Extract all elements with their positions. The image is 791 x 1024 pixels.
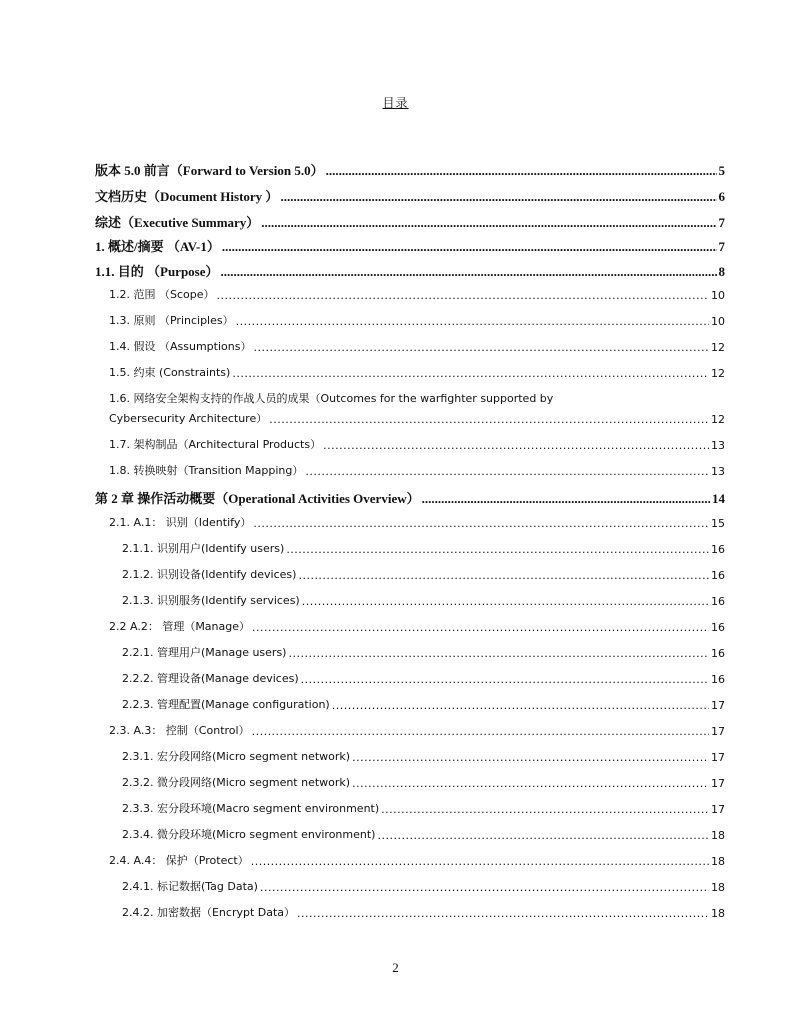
toc-entry-page: 17 (711, 803, 725, 816)
toc-entry-page: 6 (718, 189, 725, 204)
toc-entry[interactable] (109, 364, 725, 380)
toc-entry-page: 16 (711, 647, 725, 660)
toc-entry-title: 2.1. A.1： 识别（Identify） (109, 516, 252, 529)
toc-entry-page: 13 (711, 439, 725, 452)
toc-entry-title-continued: Cybersecurity Architecture） (109, 412, 268, 425)
toc-leader-dots (286, 543, 709, 556)
toc-entry[interactable] (109, 312, 725, 328)
toc-entry-page: 5 (718, 163, 725, 178)
toc-entry[interactable] (109, 722, 725, 738)
toc-leader-dots (422, 491, 710, 507)
toc-leader-dots (221, 264, 717, 280)
toc-entry[interactable] (122, 774, 725, 790)
toc-entry[interactable] (95, 186, 725, 205)
toc-entry[interactable] (122, 696, 725, 712)
toc-entry-title: 2.2.1. 管理用户(Manage users) (122, 646, 287, 659)
toc-leader-dots (269, 413, 709, 426)
toc-entry-page: 16 (711, 569, 725, 582)
toc-entry-title: 1.8. 转换映射（Transition Mapping） (109, 464, 304, 477)
toc-leader-dots (326, 163, 717, 179)
toc-leader-dots (232, 367, 709, 380)
toc-entry-page: 18 (711, 829, 725, 842)
toc-leader-dots (252, 621, 709, 634)
toc-leader-dots (301, 673, 709, 686)
toc-entry[interactable] (122, 904, 725, 920)
toc-leader-dots (381, 803, 709, 816)
toc-entry-page: 10 (711, 315, 725, 328)
toc-entry-title: 2.1.2. 识别设备(Identify devices) (122, 568, 297, 581)
toc-entry-page: 17 (711, 777, 725, 790)
toc-entry[interactable] (122, 644, 725, 660)
toc-entry-title: 1.5. 约束 (Constraints) (109, 366, 231, 379)
toc-entry-page: 16 (711, 621, 725, 634)
toc-leader-dots (288, 647, 709, 660)
toc-entry-title: 2.1.3. 识别服务(Identify services) (122, 594, 300, 607)
toc-leader-dots (236, 315, 709, 328)
toc-leader-dots (305, 465, 709, 478)
toc-entry-page: 7 (718, 239, 725, 254)
toc-entry[interactable] (109, 514, 725, 530)
toc-entry-title: 2.3.1. 宏分段网络(Micro segment network) (122, 750, 351, 763)
toc-leader-dots (298, 569, 709, 582)
toc-entry-page: 18 (711, 881, 725, 894)
toc-leader-dots (352, 777, 709, 790)
toc-leader-dots (323, 439, 709, 452)
toc-entry[interactable] (122, 800, 725, 816)
toc-entry-title: 2.4.1. 标记数据(Tag Data) (122, 880, 258, 893)
toc-leader-dots (222, 239, 717, 255)
toc-entry[interactable] (95, 488, 725, 507)
toc-leader-dots (377, 829, 709, 842)
toc-entry-page: 7 (718, 215, 725, 230)
toc-entry[interactable] (122, 748, 725, 764)
toc-entry-page: 10 (711, 289, 725, 302)
toc-entry-page: 16 (711, 543, 725, 556)
toc-entry[interactable] (109, 852, 725, 868)
toc-entry-page: 14 (712, 491, 725, 506)
toc-entry-title: 2.3.4. 微分段环境(Micro segment environment) (122, 828, 376, 841)
toc-entry-page: 12 (711, 367, 725, 380)
toc-leader-dots (260, 881, 709, 894)
toc-entry-title: 2.3.2. 微分段网络(Micro segment network) (122, 776, 351, 789)
page-number: 2 (392, 960, 399, 975)
toc-entry-title: 2.4.2. 加密数据（Encrypt Data） (122, 906, 296, 919)
toc-entry-page: 17 (711, 751, 725, 764)
toc-entry-title: 第 2 章 操作活动概要（Operational Activities Overview） (95, 491, 420, 506)
toc-entry[interactable] (109, 618, 725, 634)
toc-entry-title: 2.4. A.4： 保护（Protect） (109, 854, 249, 867)
toc-entry-title: 1.4. 假设 （Assumptions） (109, 340, 252, 353)
toc-entry-title[interactable]: 1.6. 网络安全架构支持的作战人员的成果（Outcomes for the warfighter supported by (109, 392, 554, 405)
toc-entry[interactable] (122, 540, 725, 556)
toc-entry[interactable] (95, 261, 725, 280)
toc-entry-title: 1.2. 范围 （Scope） (109, 288, 215, 301)
toc-entry-title: 1. 概述/摘要 （AV-1） (95, 239, 220, 254)
toc-entry-page: 15 (711, 517, 725, 530)
toc-entry-page: 12 (711, 413, 725, 426)
toc-leader-dots (352, 751, 709, 764)
toc-entry-page: 17 (711, 725, 725, 738)
toc-entry-title: 1.7. 架构制品（Architectural Products） (109, 438, 322, 451)
toc-leader-dots (252, 725, 709, 738)
toc-entry[interactable] (95, 160, 725, 179)
toc-leader-dots (251, 855, 709, 868)
toc-entry-page: 16 (711, 673, 725, 686)
toc-leader-dots (261, 215, 716, 231)
toc-leader-dots (253, 341, 709, 354)
toc-entry[interactable] (122, 592, 725, 608)
toc-entry-title: 2.3. A.3： 控制（Control） (109, 724, 250, 737)
toc-entry-page: 16 (711, 595, 725, 608)
toc-entry[interactable] (109, 462, 725, 478)
toc-entry[interactable] (95, 236, 725, 255)
toc-leader-dots (297, 907, 709, 920)
toc-entry-title: 2.3.3. 宏分段环境(Macro segment environment) (122, 802, 380, 815)
toc-entry-page: 17 (711, 699, 725, 712)
toc-entry[interactable] (122, 826, 725, 842)
toc-entry-page: 18 (711, 907, 725, 920)
toc-entry[interactable] (109, 410, 725, 426)
toc-entry-title: 2.2.3. 管理配置(Manage configuration) (122, 698, 330, 711)
page-title: 目录 (382, 96, 409, 110)
toc-entry-title: 版本 5.0 前言（Forward to Version 5.0） (95, 163, 324, 178)
toc-entry[interactable] (122, 878, 725, 894)
toc-leader-dots (280, 189, 716, 205)
toc-entry-page: 18 (711, 855, 725, 868)
toc-leader-dots (332, 699, 709, 712)
toc-entry[interactable] (122, 670, 725, 686)
toc-entry-title: 文档历史（Document History ） (95, 189, 279, 204)
toc-entry[interactable] (109, 436, 725, 452)
toc-entry[interactable] (95, 212, 725, 231)
toc-entry-title: 2.2 A.2： 管理（Manage） (109, 620, 251, 633)
toc-entry-page: 8 (718, 264, 725, 279)
toc-entry-title: 2.1.1. 识别用户(Identify users) (122, 542, 285, 555)
toc-entry[interactable] (109, 338, 725, 354)
toc-entry-title: 综述（Executive Summary） (95, 215, 260, 230)
toc-entry-title: 1.1. 目的 （Purpose） (95, 264, 219, 279)
toc-entry[interactable] (109, 286, 725, 302)
toc-entry-title: 1.3. 原则 （Principles） (109, 314, 234, 327)
toc-entry-page: 12 (711, 341, 725, 354)
toc-leader-dots (253, 517, 709, 530)
toc-leader-dots (217, 289, 710, 302)
toc-entry-title: 2.2.2. 管理设备(Manage devices) (122, 672, 299, 685)
toc-entry-page: 13 (711, 465, 725, 478)
toc-leader-dots (302, 595, 709, 608)
toc-entry[interactable] (122, 566, 725, 582)
